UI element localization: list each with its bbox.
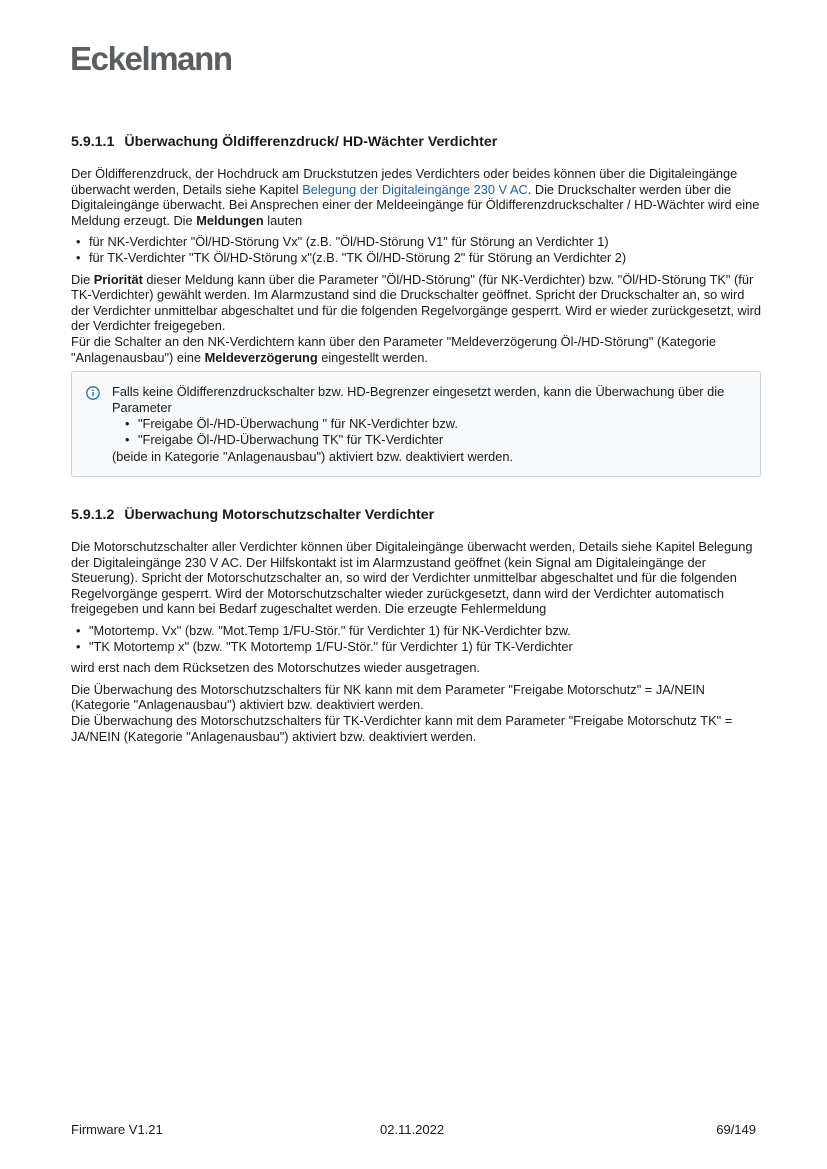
section-heading	[71, 132, 761, 152]
note-footer-text: (beide in Kategorie "Anlagenausbau") aktiviert bzw. deaktiviert werden.	[112, 448, 514, 464]
footer-page-number: 69/149	[716, 1122, 756, 1137]
section-title: Überwachung Motorschutzschalter Verdichter	[124, 507, 435, 524]
message-list	[71, 234, 761, 265]
info-note	[71, 371, 761, 477]
page-content	[71, 132, 761, 744]
paragraph: Die Motorschutzschalter aller Verdichter können über Digitaleingänge überwacht werden, Details siehe Kapitel Belegung der Digitaleingänge 230 V AC. Der Hilfskontakt ist im Alarmzustand geöffnet (kein Signal am Digitaleingänge der Steuerung). Spricht der Motorschutzschalter an, so wird der Verdichter unmittelbar abgeschaltet und für die folgenden Regelvorgänge gesperrt. Wird der Motorschutzschalter wieder zurückgesetzt, dann wird der Verdichter automatisch freigegeben und kann bei Bedarf zugeschaltet werden. Die erzeugte Fehlermeldung	[71, 539, 753, 617]
message-list	[71, 623, 761, 654]
paragraph: wird erst nach dem Rücksetzen des Motorschutzes wieder ausgetragen.	[71, 660, 480, 676]
note-list	[120, 416, 746, 447]
section-number: 5.9.1.2	[71, 507, 115, 524]
footer-date: 02.11.2022	[380, 1122, 445, 1137]
info-icon	[86, 386, 100, 400]
list-item: • "Motortemp. Vx" (bzw. "Mot.Temp 1/FU-Stör." für Verdichter 1) für NK-Verdichter bzw.	[71, 623, 761, 639]
list-item: • "Freigabe Öl-/HD-Überwachung TK" für TK-Verdichter	[120, 432, 746, 448]
note-text: Falls keine Öldifferenzdruckschalter bzw. HD-Begrenzer eingesetzt werden, kann die Überwachung über die Parameter	[112, 384, 725, 415]
paragraph: Der Öldifferenzdruck, der Hochdruck am Druckstutzen jedes Verdichters oder beides können über die Digitaleingänge überwacht werden, Details siehe Kapitel Belegung der Digitaleingänge 230 V AC. Die Druckschalter werden über die Digitaleingänge überwacht. Bei Ansprechen einer der Meldeeingänge für Öldifferenzdruckschalter / HD-Wächter wird eine Meldung erzeugt. Die Meldungen lauten	[71, 166, 760, 228]
section-number: 5.9.1.1	[71, 134, 115, 150]
paragraph: Die Überwachung des Motorschutzschalters für TK-Verdichter kann mit dem Parameter "Freigabe Motorschutz TK" = JA/NEIN (Kategorie "Anlagenausbau") aktiviert bzw. deaktiviert werden.	[71, 713, 733, 744]
list-item: • für NK-Verdichter "Öl/HD-Störung Vx" (z.B. "Öl/HD-Störung V1" für Störung an Verdichter 1)	[71, 234, 761, 250]
paragraph: Für die Schalter an den NK-Verdichtern kann über den Parameter "Meldeverzögerung Öl-/HD-Störung" (Kategorie "Anlagenausbau") eine Meldeverzögerung eingestellt werden.	[71, 333, 716, 365]
footer-left: Firmware V1.21	[71, 1122, 163, 1137]
paragraph: Die Priorität dieser Meldung kann über die Parameter "Öl/HD-Störung" (für NK-Verdichter) bzw. "Öl/HD-Störung TK" (für TK-Verdichter) gewählt werden. Im Alarmzustand sind die Druckschalter geöffnet. Spricht der Druckschalter an, so wird der Verdichter unmittelbar abgeschaltet und für die folgenden Regelvorgänge gesperrt. Wird er wieder zurückgesetzt, wird der Verdichter freigegeben.	[71, 271, 761, 334]
company-logo: Eckelmann	[70, 40, 232, 77]
section-heading	[71, 505, 761, 525]
list-item: • "Freigabe Öl-/HD-Überwachung " für NK-Verdichter bzw.	[120, 416, 746, 432]
list-item: • für TK-Verdichter "TK Öl/HD-Störung x"(z.B. "TK Öl/HD-Störung 2" für Störung an Verdichter 2)	[71, 250, 761, 266]
paragraph: Die Überwachung des Motorschutzschalters für NK kann mit dem Parameter "Freigabe Motorschutz" = JA/NEIN (Kategorie "Anlagenausbau") aktiviert bzw. deaktiviert werden.	[71, 681, 705, 713]
section-title: Überwachung Öldifferenzdruck/ HD-Wächter Verdichter	[124, 134, 498, 150]
list-item: • "TK Motortemp x" (bzw. "TK Motortemp 1/FU-Stör." für Verdichter 1) für TK-Verdichter	[71, 639, 761, 655]
chapter-link[interactable]: Belegung der Digitaleingänge 230 V AC	[302, 181, 528, 197]
